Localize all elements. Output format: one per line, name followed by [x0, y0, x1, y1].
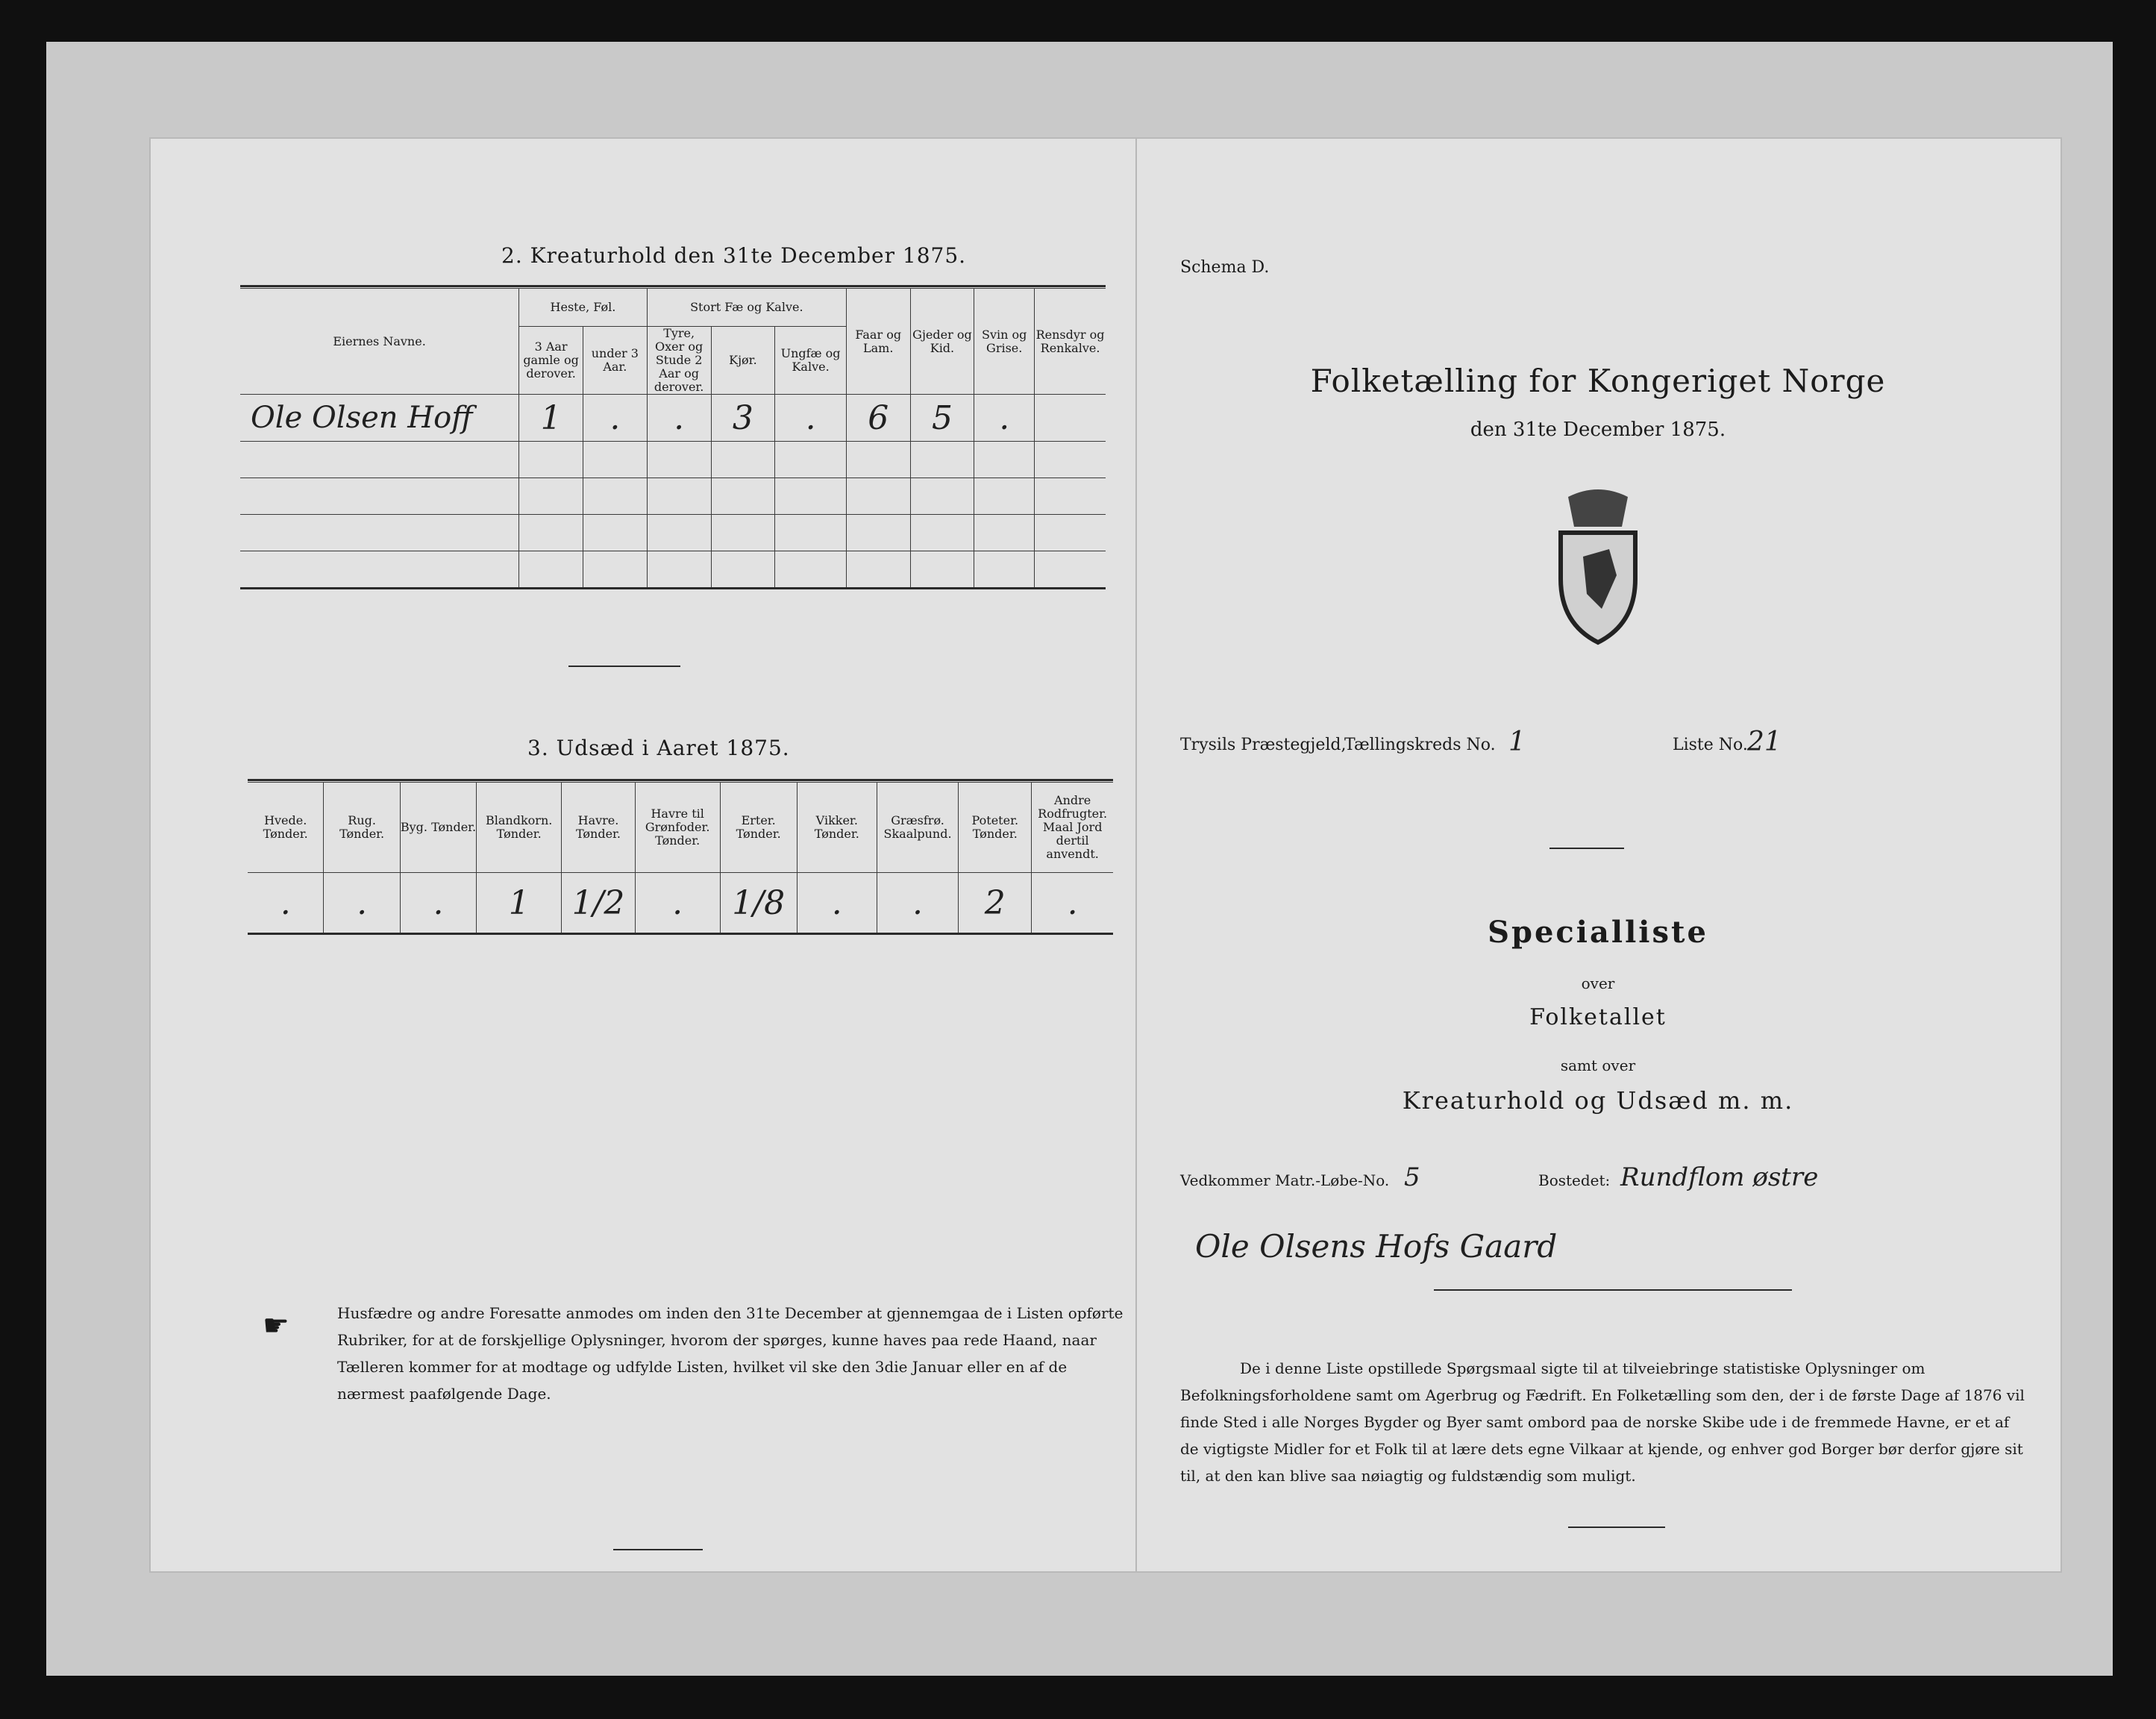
schema-label: Schema D.	[1180, 258, 1270, 277]
seed-value: .	[248, 873, 324, 934]
scan-background	[46, 42, 2113, 1676]
seed-value: .	[877, 873, 958, 934]
cattle-header: Stort Fæ og Kalve.	[647, 289, 846, 327]
cattle-a-header: Tyre, Oxer og Stude 2 Aar og derover.	[647, 327, 711, 395]
bosted-label: Bostedet:	[1538, 1171, 1611, 1189]
special-title: Specialliste	[1488, 915, 1708, 950]
folketallet-label: Folketallet	[1529, 1004, 1667, 1030]
goats-header: Gjeder og Kid.	[910, 289, 974, 395]
seed-header: Havre. Tønder.	[562, 783, 636, 873]
sheep-header: Faar og Lam.	[846, 289, 910, 395]
section3-title: 3. Udsæd i Aaret 1875.	[527, 736, 790, 760]
seed-value: .	[400, 873, 476, 934]
sheep-value: 6	[846, 395, 910, 442]
farm-name: Ole Olsens Hofs Gaard	[1195, 1228, 1558, 1265]
seed-header: Byg. Tønder.	[400, 783, 476, 873]
horses-b-value: .	[583, 395, 648, 442]
pointing-hand-icon: ☛	[263, 1309, 289, 1343]
seed-header: Hvede. Tønder.	[248, 783, 324, 873]
district-value: 1	[1508, 727, 1526, 757]
section2-title: 2. Kreaturhold den 31te December 1875.	[501, 243, 967, 268]
seed-value: .	[797, 873, 877, 934]
reindeer-value	[1035, 395, 1106, 442]
over-label: over	[1581, 974, 1615, 992]
seed-value: 1	[477, 873, 562, 934]
coat-of-arms-icon	[1538, 489, 1658, 646]
seed-header: Vikker. Tønder.	[797, 783, 877, 873]
cattle-c-value: .	[775, 395, 847, 442]
census-form-page	[151, 139, 2061, 1571]
list-value: 21	[1747, 727, 1781, 757]
seed-header: Blandkorn. Tønder.	[477, 783, 562, 873]
separator	[568, 666, 680, 667]
seed-header: Rug. Tønder.	[324, 783, 400, 873]
reindeer-header: Rensdyr og Renkalve.	[1035, 289, 1106, 395]
horses-a-header: 3 Aar gamle og derover.	[519, 327, 583, 395]
cattle-c-header: Ungfæ og Kalve.	[775, 327, 847, 395]
pigs-header: Svin og Grise.	[974, 289, 1035, 395]
district-label: Tællingskreds No.	[1344, 736, 1496, 754]
form-date: den 31te December 1875.	[1470, 419, 1726, 441]
seed-value: 1/8	[720, 873, 797, 934]
cattle-b-value: 3	[711, 395, 775, 442]
horses-a-value: 1	[519, 395, 583, 442]
horses-header: Heste, Føl.	[519, 289, 648, 327]
owner-value: Ole Olsen Hoff	[240, 395, 519, 442]
horses-b-header: under 3 Aar.	[583, 327, 648, 395]
bottom-separator	[613, 1549, 703, 1550]
seed-header: Andre Rodfrugter. Maal Jord dertil anvendt.	[1032, 783, 1113, 873]
form-title: Folketælling for Kongeriget Norge	[1310, 363, 1886, 399]
samt-over-label: samt over	[1560, 1056, 1636, 1074]
bosted-value: Rundflom østre	[1620, 1162, 1819, 1192]
seed-table	[248, 782, 1113, 935]
info-text: De i denne Liste opstillede Spørgsmaal sigte til at tilveiebringe statistiske Oplysninger om Befolkningsforholdene samt om Agerbrug og Fædrift. En Folketælling som den, der i de første Dage af 1876 vil finde Sted i alle Norges Bygder og Byer samt ombord paa de norske Skibe ude i de fremmede Havne, er et af de vigtigste Midler for et Folk til at lære dets egne Vilkaar at kjende, og enhver god Borger bør derfor gjøre sit til, at den kan blive saa nøiagtig og fuldstændig som muligt.	[1180, 1359, 2025, 1485]
cattle-b-header: Kjør.	[711, 327, 775, 395]
seed-value: .	[635, 873, 720, 934]
pigs-value: .	[974, 395, 1035, 442]
seed-value: .	[1032, 873, 1113, 934]
left-page	[151, 139, 1135, 1571]
seed-value: 1/2	[562, 873, 636, 934]
seed-value: .	[324, 873, 400, 934]
list-label: Liste No.	[1673, 736, 1748, 754]
kreaturhold-label: Kreaturhold og Udsæd m. m.	[1402, 1086, 1794, 1115]
matr-value: 5	[1404, 1162, 1420, 1192]
matr-label: Vedkommer Matr.-Løbe-No.	[1180, 1171, 1390, 1189]
seed-value: 2	[959, 873, 1032, 934]
seed-header: Græsfrø. Skaalpund.	[877, 783, 958, 873]
right-separator	[1549, 848, 1624, 849]
final-separator	[1568, 1527, 1665, 1528]
notice-text: Husfædre og andre Foresatte anmodes om inden den 31te December at gjennemgaa de i Listen opførte Rubriker, for at de forskjellige Oplysninger, hvorom der spørges, kunne haves paa rede Haand, naar Tælleren kommer for at modtage og udfylde Listen, hvilket vil ske den 3die Januar eller en af de nærmest paafølgende Dage.	[337, 1304, 1124, 1403]
seed-top-rule	[248, 779, 1113, 781]
seed-header: Havre til Grønfoder. Tønder.	[635, 783, 720, 873]
seed-header: Poteter. Tønder.	[959, 783, 1032, 873]
goats-value: 5	[910, 395, 974, 442]
cattle-a-value: .	[647, 395, 711, 442]
parish-label: Trysils Præstegjeld,	[1180, 736, 1347, 754]
seed-header: Erter. Tønder.	[720, 783, 797, 873]
farm-underline	[1434, 1289, 1792, 1291]
right-page	[1135, 139, 2061, 1571]
owner-header: Eiernes Navne.	[240, 289, 519, 395]
top-rule	[240, 285, 1106, 287]
livestock-table	[240, 288, 1106, 589]
